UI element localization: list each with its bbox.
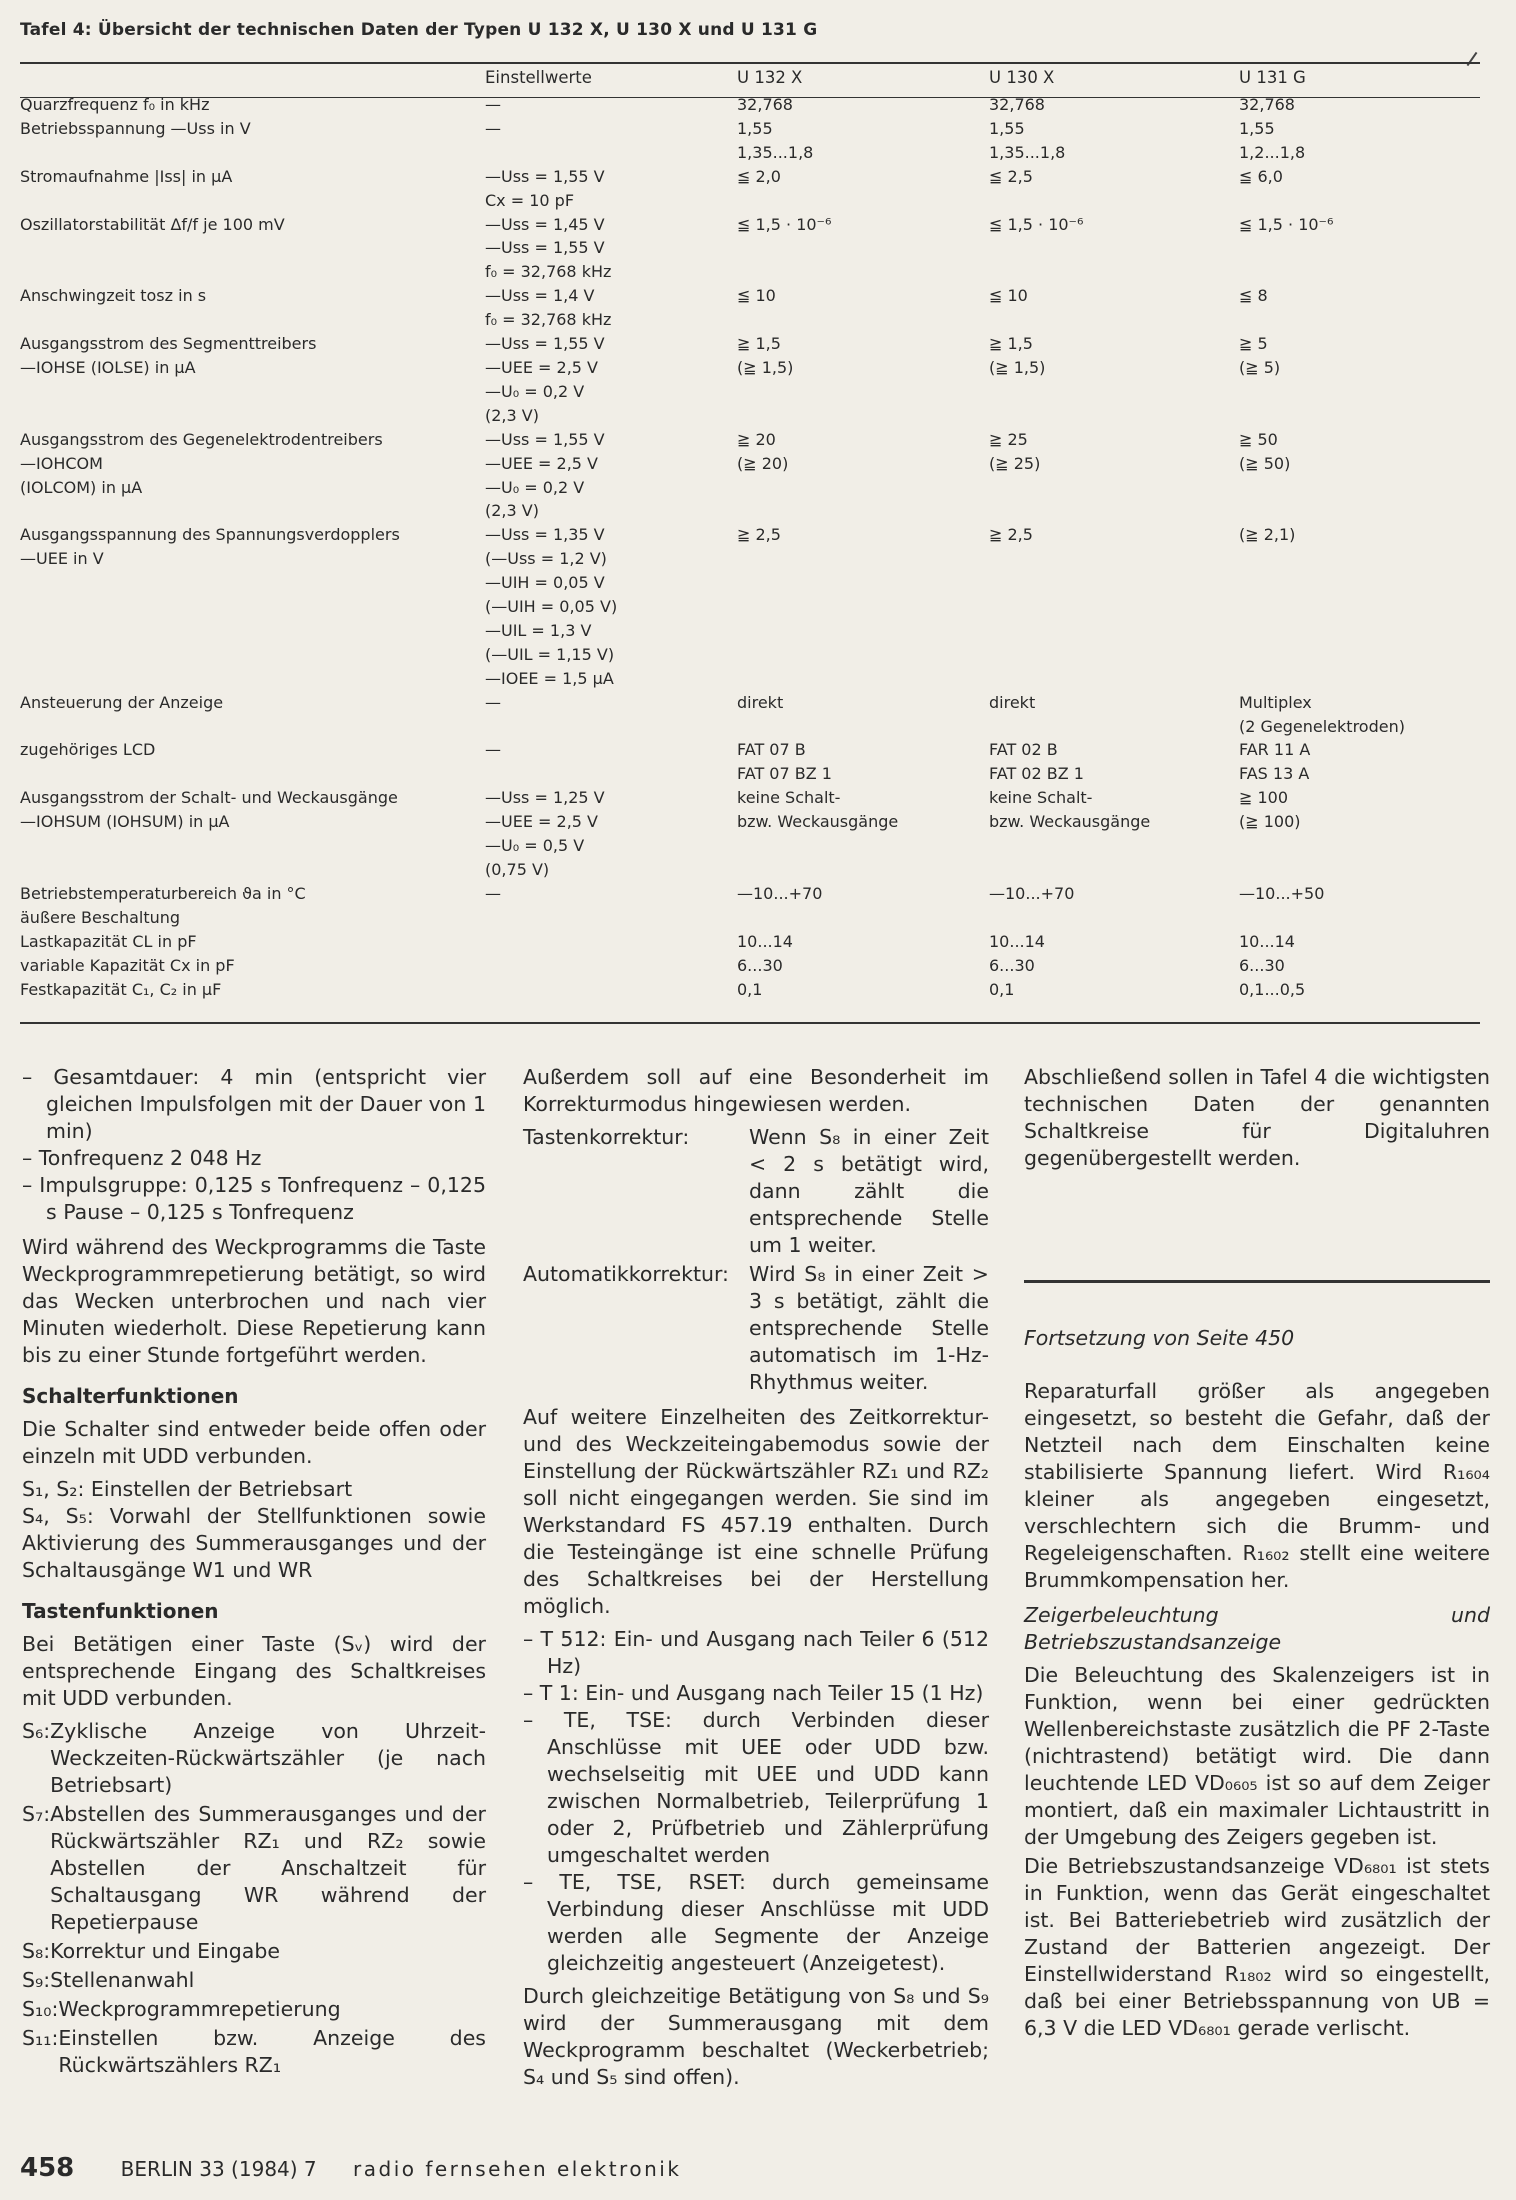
paragraph: Durch gleichzeitige Betätigung von S₈ und S₉ wird der Summerausgang mit dem Weckprogramm beschaltet (Weckerbetrieb; S₄ und S₅ sind offen).: [523, 1984, 989, 2089]
cell-line: Multiplex: [1239, 692, 1312, 712]
cell-line: direkt: [989, 692, 1036, 712]
table-cell: [989, 332, 1239, 428]
paragraph: Die Betriebszustandsanzeige VD₆₈₀₁ ist stets in Funktion, wenn das Gerät eingeschaltet ist. Bei Batteriebetrieb wird zusätzlich der Zustand der Batterien angezeigt. Der Einstellwiderstand R₁₈₀₂ wird so eingestellt, daß bei einer Betriebsspannung von UB = 6,3 V die LED VD₆₈₀₁ gerade verlischt.: [1024, 1854, 1490, 2040]
table-cell: [1239, 882, 1480, 930]
table-cell: [737, 332, 989, 428]
table-cell: [737, 738, 989, 786]
cell-line: Anschwingzeit tosz in s: [20, 286, 207, 306]
key-label: S₉:: [22, 1968, 51, 1992]
table-row: [20, 523, 1480, 690]
table-cell: [20, 978, 485, 1002]
cell-line: 1,2...1,8: [1239, 142, 1306, 162]
cell-line: (0,75 V): [485, 860, 550, 879]
table-cell: [485, 428, 737, 524]
table-cell: [485, 165, 737, 213]
cell-line: 0,1...0,5: [1239, 979, 1306, 999]
table-cell: [737, 165, 989, 213]
key-label: S₇:: [22, 1802, 51, 1826]
cell-line: Ansteuerung der Anzeige: [20, 692, 224, 712]
key-item: [22, 1967, 486, 1994]
cell-line: (≧ 25): [989, 453, 1041, 473]
table-cell: [1239, 213, 1480, 285]
list-item: – Gesamtdauer: 4 min (entspricht vier gleichen Impulsfolgen mit der Dauer von 1 min): [22, 1065, 486, 1143]
correction-label: Tastenkorrektur:: [523, 1125, 690, 1149]
key-label: S₆:: [22, 1719, 51, 1743]
cell-line: —: [485, 118, 501, 138]
table-cell: [20, 165, 485, 213]
table-cell: [989, 954, 1239, 978]
header-cell: Einstellwerte: [485, 68, 592, 87]
cell-line: 10...14: [1239, 931, 1295, 951]
cell-line: —10...+70: [989, 883, 1075, 903]
cell-line: äußere Beschaltung: [20, 907, 181, 927]
cell-line: —Uss = 1,55 V: [485, 334, 605, 354]
key-item: [22, 1718, 486, 1799]
table-cell: [485, 117, 737, 165]
table-cell: [485, 332, 737, 428]
paragraph: S₁, S₂: Einstellen der Betriebsart: [22, 1477, 353, 1501]
cell-line: Oszillatorstabilität Δf/f je 100 mV: [20, 214, 285, 234]
cell-line: 32,768: [737, 95, 793, 114]
cell-line: Ausgangsspannung des Spannungsverdopplers: [20, 525, 400, 545]
paragraph: Auf weitere Einzelheiten des Zeitkorrektur- und des Weckzeiteingabemodus sowie der Einstellung der Rückwärtszähler RZ₁ und RZ₂ soll nicht eingegangen werden. Sie sind im Werkstandard FS 457.19 enthalten. Durch die Testeingänge ist eine schnelle Prüfung des Schaltkreises bei der Herstellung möglich.: [523, 1405, 989, 1618]
list-item: – TE, TSE, RSET: durch gemeinsame Verbindung dieser Anschlüsse mit UDD werden alle Segmente der Anzeige gleichzeitig angesteuert (Anzeigetest).: [523, 1870, 989, 1975]
key-text: Abstellen des Summerausganges und der Rückwärtszähler RZ₁ und RZ₂ sowie Abstellen der Anschaltzeit für Schaltausgang WR während der Repetierpause: [50, 1802, 486, 1934]
cell-line: ≦ 10: [989, 286, 1028, 306]
table-cell: [737, 213, 989, 285]
cell-line: ≦ 1,5 · 10⁻⁶: [737, 214, 832, 234]
cell-line: ≧ 100: [1239, 788, 1289, 808]
cell-line: —UEE = 2,5 V: [485, 357, 598, 377]
table-cell: [20, 691, 485, 739]
cell-line: Stromaufnahme |Iss| in μA: [20, 166, 233, 186]
table-cell: [737, 284, 989, 332]
table-cell: [1239, 930, 1480, 954]
table-cell: [485, 691, 737, 739]
table-cell: [20, 738, 485, 786]
paragraph: Die Beleuchtung des Skalenzeigers ist in Funktion, wenn bei einer gedrückten Wellenbereichstaste zusätzlich die PF 2-Taste (nichtrastend) betätigt wird. Die dann leuchtende LED VD₀₆₀₅ ist so auf dem Zeiger montiert, daß ein maximaler Lichtaustritt in der Umgebung des Zeigers gegeben ist.: [1024, 1663, 1490, 1849]
cell-line: ≦ 6,0: [1239, 166, 1283, 186]
cell-line: direkt: [737, 692, 784, 712]
cell-line: —: [485, 883, 501, 903]
paragraph: Wird während des Weckprogramms die Taste Weckprogrammrepetierung betätigt, so wird das Wecken unterbrochen und nach vier Minuten wiederholt. Diese Repetierung kann bis zu einer Stunde fortgeführt werden.: [22, 1235, 486, 1367]
table-cell: [20, 523, 485, 690]
magazine-name: radio fernsehen elektronik: [353, 2157, 682, 2181]
cell-line: Betriebstemperaturbereich ϑa in °C: [20, 883, 306, 903]
cell-line: FAT 07 BZ 1: [737, 764, 832, 784]
table-cell: [485, 786, 737, 882]
table-cell: [1239, 738, 1480, 786]
cell-line: FAT 07 B: [737, 740, 806, 760]
cell-line: FAS 13 A: [1239, 764, 1310, 784]
cell-line: ≦ 10: [737, 286, 776, 306]
cell-line: ≧ 1,5: [989, 334, 1033, 354]
table-cell: [20, 213, 485, 285]
table-cell: [989, 213, 1239, 285]
table-cell: [485, 738, 737, 786]
cell-line: keine Schalt-: [989, 788, 1093, 808]
table-row: [20, 428, 1480, 524]
cell-line: —U₀ = 0,2 V: [485, 381, 585, 401]
cell-line: (2,3 V): [485, 501, 539, 521]
cell-line: keine Schalt-: [737, 788, 841, 808]
cell-line: Cx = 10 pF: [485, 190, 575, 210]
table-cell: [737, 93, 989, 117]
cell-line: —UIH = 0,05 V: [485, 573, 605, 593]
table-cell: [989, 523, 1239, 690]
cell-line: —Uss = 1,55 V: [485, 166, 605, 186]
test-input-list: [523, 1626, 989, 1977]
cell-line: —U₀ = 0,5 V: [485, 836, 585, 856]
cell-line: (≧ 2,1): [1239, 525, 1296, 545]
table-row: [20, 691, 1480, 739]
list-item: – Impulsgruppe: 0,125 s Tonfrequenz – 0,125 s Pause – 0,125 s Tonfrequenz: [22, 1173, 486, 1224]
cell-line: Ausgangsstrom der Schalt- und Weckausgänge: [20, 788, 398, 808]
cell-line: 10...14: [737, 931, 793, 951]
correction-text: Wenn S₈ in einer Zeit < 2 s betätigt wird, dann zählt die entsprechende Stelle um 1 weiter.: [749, 1125, 989, 1257]
table-row: [20, 93, 1480, 117]
column-rule: [1024, 1280, 1490, 1283]
table-bottom-rule: [20, 1022, 1480, 1024]
cell-line: —U₀ = 0,2 V: [485, 477, 585, 497]
cell-line: 1,35...1,8: [737, 142, 814, 162]
cell-line: 0,1: [737, 979, 763, 999]
key-text: Weckprogrammrepetierung: [58, 1997, 341, 2021]
cell-line: —: [485, 692, 501, 712]
table-cell: [485, 978, 737, 1002]
table-cell: [737, 523, 989, 690]
technical-data-table: [20, 66, 1480, 1001]
key-item: [22, 2025, 486, 2079]
cell-line: ≧ 50: [1239, 429, 1278, 449]
cell-line: FAR 11 A: [1239, 740, 1311, 760]
cell-line: (—UIL = 1,15 V): [485, 644, 615, 664]
cell-line: —: [485, 740, 501, 760]
cell-line: ≧ 5: [1239, 334, 1268, 354]
correction-label: Automatikkorrektur:: [523, 1262, 729, 1286]
list-item: – Tonfrequenz 2 048 Hz: [22, 1146, 262, 1170]
table-cell: [20, 954, 485, 978]
table-cell: [989, 691, 1239, 739]
cell-line: [485, 978, 737, 1002]
table-cell: [737, 954, 989, 978]
cell-line: 1,55: [737, 118, 773, 138]
table-cell: [1239, 332, 1480, 428]
cell-line: —10...+70: [737, 883, 823, 903]
cell-line: 1,35...1,8: [989, 142, 1066, 162]
cell-line: —UEE = 2,5 V: [485, 453, 598, 473]
table-cell: [485, 954, 737, 978]
cell-line: bzw. Weckausgänge: [989, 812, 1151, 832]
cell-line: FAT 02 BZ 1: [989, 764, 1084, 784]
cell-line: 10...14: [989, 931, 1045, 951]
table-header-row: [20, 66, 1480, 93]
key-text: Korrektur und Eingabe: [50, 1939, 280, 1963]
cell-line: Lastkapazität CL in pF: [20, 931, 197, 951]
list-item: – T 512: Ein- und Ausgang nach Teiler 6 (512 Hz): [523, 1627, 989, 1678]
cell-line: 32,768: [1239, 95, 1295, 114]
cell-line: —UIL = 1,3 V: [485, 620, 592, 640]
cell-line: —Uss = 1,35 V: [485, 525, 605, 545]
table-cell: [1239, 93, 1480, 117]
cell-line: (≧ 1,5): [737, 357, 794, 377]
table-cell: [485, 930, 737, 954]
table-row: [20, 165, 1480, 213]
cell-line: (≧ 5): [1239, 357, 1281, 377]
cell-line: —IOEE = 1,5 μA: [485, 668, 614, 688]
table-row: [20, 117, 1480, 165]
key-list: [22, 1718, 486, 2079]
cell-line: (2 Gegenelektroden): [1239, 716, 1405, 736]
table-row: [20, 738, 1480, 786]
cell-line: (≧ 50): [1239, 453, 1291, 473]
section-heading: Schalterfunktionen: [22, 1384, 239, 1408]
cell-line: ≧ 2,5: [989, 525, 1033, 545]
table-cell: [989, 428, 1239, 524]
table-cell: [989, 786, 1239, 882]
cell-line: [485, 930, 737, 954]
cell-line: ≧ 1,5: [737, 334, 781, 354]
table-row: [20, 213, 1480, 285]
issue-info: BERLIN 33 (1984) 7: [120, 2157, 317, 2181]
table-cell: [20, 332, 485, 428]
table-caption: Tafel 4: Übersicht der technischen Daten der Typen U 132 X, U 130 X und U 131 G: [20, 20, 818, 40]
cell-line: ≦ 2,5: [989, 166, 1033, 186]
key-text: Einstellen bzw. Anzeige des Rückwärtszählers RZ₁: [58, 2026, 486, 2077]
table-row: [20, 978, 1480, 1002]
cell-line: —Uss = 1,55 V: [485, 238, 605, 258]
table-cell: [737, 882, 989, 930]
text-column-2: [523, 1064, 989, 2097]
table-cell: [20, 93, 485, 117]
table-cell: [989, 882, 1239, 930]
table-cell: [989, 93, 1239, 117]
key-label: S₁₁:: [22, 2026, 59, 2050]
table-cell: [737, 428, 989, 524]
cell-line: (—UIH = 0,05 V): [485, 597, 618, 617]
cell-line: 1,55: [989, 118, 1025, 138]
cell-line: zugehöriges LCD: [20, 740, 156, 760]
cell-line: 0,1: [989, 979, 1015, 999]
cell-line: Quarzfrequenz f₀ in kHz: [20, 95, 210, 114]
table-cell: [737, 117, 989, 165]
cell-line: ≧ 20: [737, 429, 776, 449]
paragraph: Außerdem soll auf eine Besonderheit im Korrekturmodus hingewiesen werden.: [523, 1065, 989, 1116]
correction-item: [523, 1261, 989, 1396]
header-cell: U 131 G: [1239, 68, 1306, 87]
section-heading: Tastenfunktionen: [22, 1599, 219, 1623]
cell-line: 1,55: [1239, 118, 1275, 138]
cell-line: —UEE in V: [20, 549, 104, 569]
paragraph: Bei Betätigen einer Taste (Sᵥ) wird der entsprechende Eingang des Schaltkreises mit UDD verbunden.: [22, 1632, 486, 1710]
table-cell: [485, 93, 737, 117]
cell-line: f₀ = 32,768 kHz: [485, 310, 612, 330]
paragraph: Die Schalter sind entweder beide offen oder einzeln mit UDD verbunden.: [22, 1417, 486, 1468]
table-row: [20, 786, 1480, 882]
cell-line: —: [485, 95, 501, 114]
table-cell: [20, 284, 485, 332]
page-footer: [20, 2153, 681, 2183]
table-cell: [485, 284, 737, 332]
table-cell: [989, 117, 1239, 165]
table-row: [20, 332, 1480, 428]
key-text: Zyklische Anzeige von Uhrzeit-Weckzeiten-Rückwärtszähler (je nach Betriebsart): [50, 1719, 486, 1797]
key-item: [22, 1938, 486, 1965]
alarm-list: [22, 1064, 486, 1226]
cell-line: f₀ = 32,768 kHz: [485, 262, 612, 282]
cell-line: ≦ 2,0: [737, 166, 781, 186]
text-column-1: [22, 1064, 486, 2081]
cell-line: Festkapazität C₁, C₂ in μF: [20, 979, 222, 999]
correction-item: [523, 1124, 989, 1259]
cell-line: —IOHSUM (IOHSUM) in μA: [20, 812, 230, 832]
cell-line: 6...30: [737, 955, 783, 975]
table-cell: [485, 882, 737, 930]
cell-line: —Uss = 1,45 V: [485, 214, 605, 234]
cell-line: ≧ 25: [989, 429, 1028, 449]
key-item: [22, 1996, 486, 2023]
table-cell: [1239, 786, 1480, 882]
table-row: [20, 930, 1480, 954]
table-cell: [989, 930, 1239, 954]
table-cell: [1239, 523, 1480, 690]
cell-line: (≧ 20): [737, 453, 789, 473]
table-cell: [989, 738, 1239, 786]
paragraph: S₄, S₅: Vorwahl der Stellfunktionen sowie Aktivierung des Summerausganges und der Schaltausgänge W1 und WR: [22, 1504, 486, 1582]
table-cell: [737, 978, 989, 1002]
key-item: [22, 1801, 486, 1936]
cell-line: (2,3 V): [485, 405, 539, 425]
cell-line: 6...30: [1239, 955, 1285, 975]
table-cell: [485, 213, 737, 285]
table-cell: [737, 930, 989, 954]
table-cell: [1239, 954, 1480, 978]
cell-line: —Uss = 1,55 V: [485, 429, 605, 449]
text-column-3: [1024, 1064, 1490, 2048]
paragraph: Abschließend sollen in Tafel 4 die wichtigsten technischen Daten der genannten Schaltkreise für Digitaluhren gegenübergestellt werden.: [1024, 1065, 1490, 1170]
cell-line: (≧ 100): [1239, 812, 1301, 832]
table-cell: [20, 117, 485, 165]
table-cell: [989, 284, 1239, 332]
cell-line: ≧ 2,5: [737, 525, 781, 545]
paragraph: Reparaturfall größer als angegeben eingesetzt, so besteht die Gefahr, daß der Netzteil nach dem Einschalten keine stabilisierte Spannung liefert. Wird R₁₆₀₄ kleiner als angegeben eingesetzt, verschlechtern sich die Brumm- und Regeleigenschaften. R₁₆₀₂ stellt eine weitere Brummkompensation her.: [1024, 1379, 1490, 1592]
cell-line: (≧ 1,5): [989, 357, 1046, 377]
cell-line: FAT 02 B: [989, 740, 1058, 760]
table-cell: [989, 165, 1239, 213]
table-top-rule: [20, 62, 1480, 64]
cell-line: Ausgangsstrom des Segmenttreibers: [20, 334, 317, 354]
cell-line: (IOLCOM) in μA: [20, 477, 143, 497]
continuation-note: Fortsetzung von Seite 450: [1024, 1326, 1295, 1350]
cell-line: —Uss = 1,4 V: [485, 286, 595, 306]
table-cell: [20, 428, 485, 524]
table-cell: [1239, 284, 1480, 332]
table-cell: [20, 930, 485, 954]
cell-line: —Uss = 1,25 V: [485, 788, 605, 808]
key-label: S₁₀:: [22, 1997, 59, 2021]
cell-line: bzw. Weckausgänge: [737, 812, 899, 832]
table-cell: [1239, 428, 1480, 524]
table-cell: [20, 786, 485, 882]
list-item: – T 1: Ein- und Ausgang nach Teiler 15 (1 Hz): [523, 1681, 984, 1705]
key-text: Stellenanwahl: [50, 1968, 195, 1992]
cell-line: variable Kapazität Cx in pF: [20, 955, 235, 975]
header-cell: U 130 X: [989, 68, 1055, 87]
cell-line: ≦ 1,5 · 10⁻⁶: [1239, 214, 1334, 234]
correction-text: Wird S₈ in einer Zeit > 3 s betätigt, zählt die entsprechende Stelle automatisch im 1-Hz-Rhythmus weiter.: [749, 1262, 989, 1394]
table-cell: [1239, 117, 1480, 165]
header-cell: [20, 66, 485, 93]
cell-line: —IOHCOM: [20, 453, 103, 473]
cell-line: 6...30: [989, 955, 1035, 975]
table-cell: [20, 882, 485, 930]
cell-line: —IOHSE (IOLSE) in μA: [20, 357, 196, 377]
table-cell: [1239, 165, 1480, 213]
cell-line: —UEE = 2,5 V: [485, 812, 598, 832]
table-row: [20, 882, 1480, 930]
cell-line: [485, 954, 737, 978]
cell-line: —10...+50: [1239, 883, 1325, 903]
page-number: 458: [20, 2153, 75, 2183]
table-cell: [737, 691, 989, 739]
table-cell: [1239, 691, 1480, 739]
key-label: S₈:: [22, 1939, 51, 1963]
table-row: [20, 284, 1480, 332]
table-row: [20, 954, 1480, 978]
cell-line: ≦ 1,5 · 10⁻⁶: [989, 214, 1084, 234]
table-cell: [989, 978, 1239, 1002]
cell-line: (—Uss = 1,2 V): [485, 549, 607, 569]
header-cell: U 132 X: [737, 68, 803, 87]
cell-line: Betriebsspannung —Uss in V: [20, 118, 251, 138]
table-cell: [1239, 978, 1480, 1002]
cell-line: ≦ 8: [1239, 286, 1268, 306]
cell-line: Ausgangsstrom des Gegenelektrodentreibers: [20, 429, 383, 449]
table-cell: [737, 786, 989, 882]
table-cell: [485, 523, 737, 690]
cell-line: 32,768: [989, 95, 1045, 114]
list-item: – TE, TSE: durch Verbinden dieser Anschlüsse mit UEE oder UDD bzw. wechselseitig mit UEE und UDD kann zwischen Normalbetrieb, Teilerprüfung 1 oder 2, Prüfbetrieb und Zählerprüfung umgeschaltet werden: [523, 1708, 989, 1867]
section-heading: Zeigerbeleuchtung und Betriebszustandsanzeige: [1024, 1603, 1490, 1654]
